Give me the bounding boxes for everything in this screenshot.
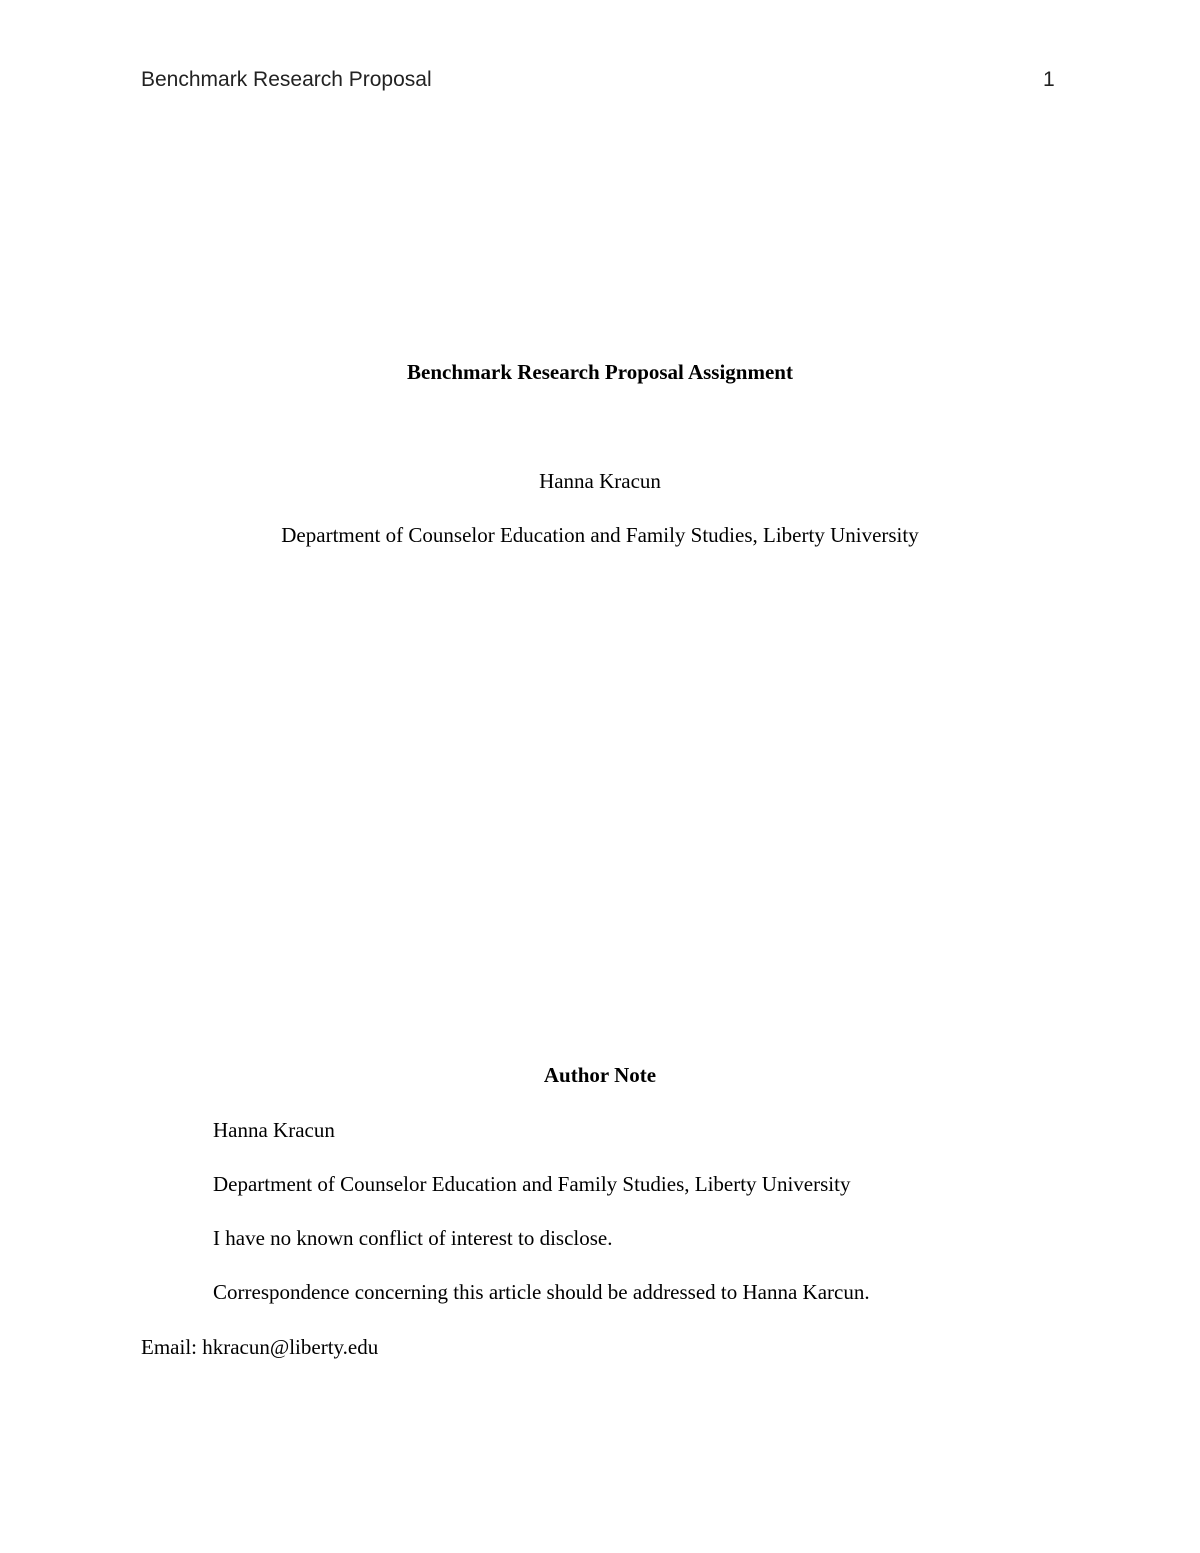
author-note-line: I have no known conflict of interest to disclose.	[213, 1226, 613, 1250]
author-note-line: Correspondence concerning this article should be addressed to Hanna Karcun.	[213, 1280, 870, 1304]
author-note-heading: Author Note	[543, 1063, 657, 1087]
author-email: Email: hkracun@liberty.edu	[141, 1335, 379, 1359]
author-name: Hanna Kracun	[539, 469, 661, 493]
page-number: 1	[1043, 68, 1055, 91]
author-affiliation: Department of Counselor Education and Family Studies, Liberty University	[281, 523, 919, 547]
paper-title: Benchmark Research Proposal Assignment	[407, 360, 793, 384]
author-note-line: Department of Counselor Education and Family Studies, Liberty University	[213, 1172, 851, 1196]
author-note-line: Hanna Kracun	[213, 1118, 335, 1142]
running-head: Benchmark Research Proposal	[141, 68, 432, 91]
